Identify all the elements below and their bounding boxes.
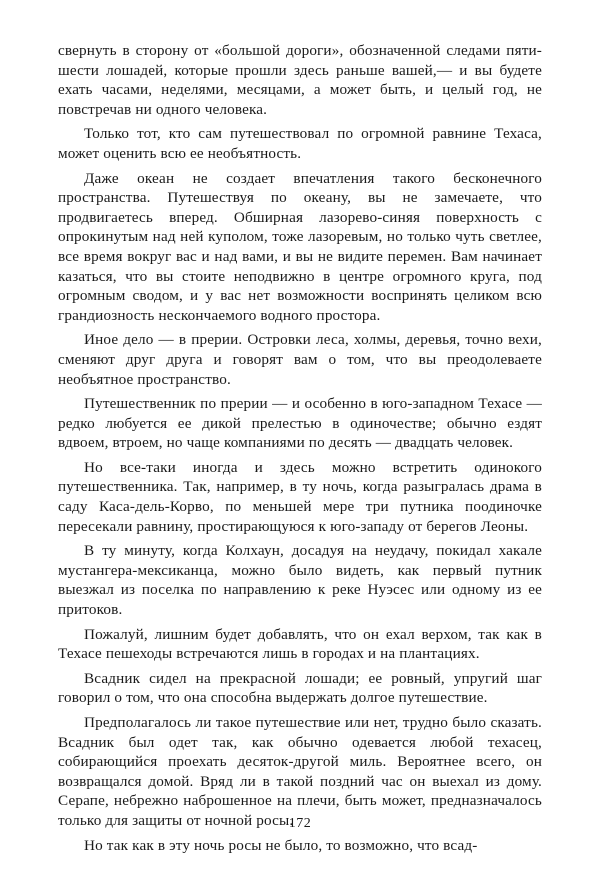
paragraph-ocean: Даже океан не создает впечатления такого бесконечного пространства. Путешествуя по океану, вы не замечаете, что продвигаетесь вперед. Обширная лазорево-синяя поверхность с опрокинутым над ней куполом, тоже лазоревым, но только чуть светлее, все время вокруг вас и над вами, и вы не видите перемен. Вам начинает казаться, что вы стоите неподвижно в центре огромного круга, под огромным сводом, и у вас нет возможности воспринять целиком всю грандиозность нескончаемого водного простора. (58, 169, 542, 324)
paragraph-dew: Но так как в эту ночь росы не было, то возможно, что всад- (84, 836, 478, 854)
paragraph-calhoun: В ту минуту, когда Колхаун, досадуя на неудачу, покидал хакале мустангера-мексиканца, можно было видеть, как первый путник выезжал из поселка по направлению к реке Нуэсес или одному из ее притоков. (58, 542, 542, 619)
paragraph-rider: Предполагалось ли такое путешествие или нет, трудно было сказать. Всадник был одет так, как обычно одевается любой техасец, собирающийся проехать десяток-другой миль. Вероятнее всего, он возвращался домой. Вряд ли в такой поздний час он выехал из дому. Серапе, небрежно наброшенное на плечи, быть может, предназначалось только для защиты от ночной росы. (58, 714, 542, 829)
paragraph-lone-traveler: Но все-таки иногда и здесь можно встретить одинокого путешественника. Так, например, в ту ночь, когда разыгралась драма в саду Каса-дель-Корво, по меньшей мере три путника поодиночке пересекали равнину, простирающуюся к юго-западу от берегов Леоны. (58, 458, 542, 535)
paragraph-horse: Всадник сидел на прекрасной лошади; ее ровный, упругий шаг говорил о том, что она способна выдержать долгое путешествие. (58, 669, 542, 707)
page-text (58, 41, 542, 854)
paragraph-prairie: Иное дело — в прерии. Островки леса, холмы, деревья, точно вехи, сменяют друг друга и говорят вам о том, что вы преодолеваете необъятное пространство. (58, 331, 542, 388)
page-number: 172 (288, 816, 312, 831)
paragraph-traveler: Путешественник по прерии — и особенно в юго-западном Техасе — редко любуется ее дикой прелестью в одиночестве; обычно ездят вдвоем, втроем, но чаще компаниями по десять — двадцать человек. (58, 395, 542, 452)
paragraph-horseback: Пожалуй, лишним будет добавлять, что он ехал верхом, так как в Техасе пешеходы встречаются лишь в городах и на плантациях. (58, 625, 542, 663)
paragraph-texas-plain: Только тот, кто сам путешествовал по огромной равнине Техаса, может оценить всю ее необъятность. (58, 125, 542, 162)
paragraph-continuation: свернуть в сторону от «большой дороги», обозначенной следами пяти-шести лошадей, которые прошли здесь раньше вашей,— и вы будете ехать часами, неделями, месяцами, а может быть, и целый год, не повстречав ни одного человека. (58, 42, 542, 118)
